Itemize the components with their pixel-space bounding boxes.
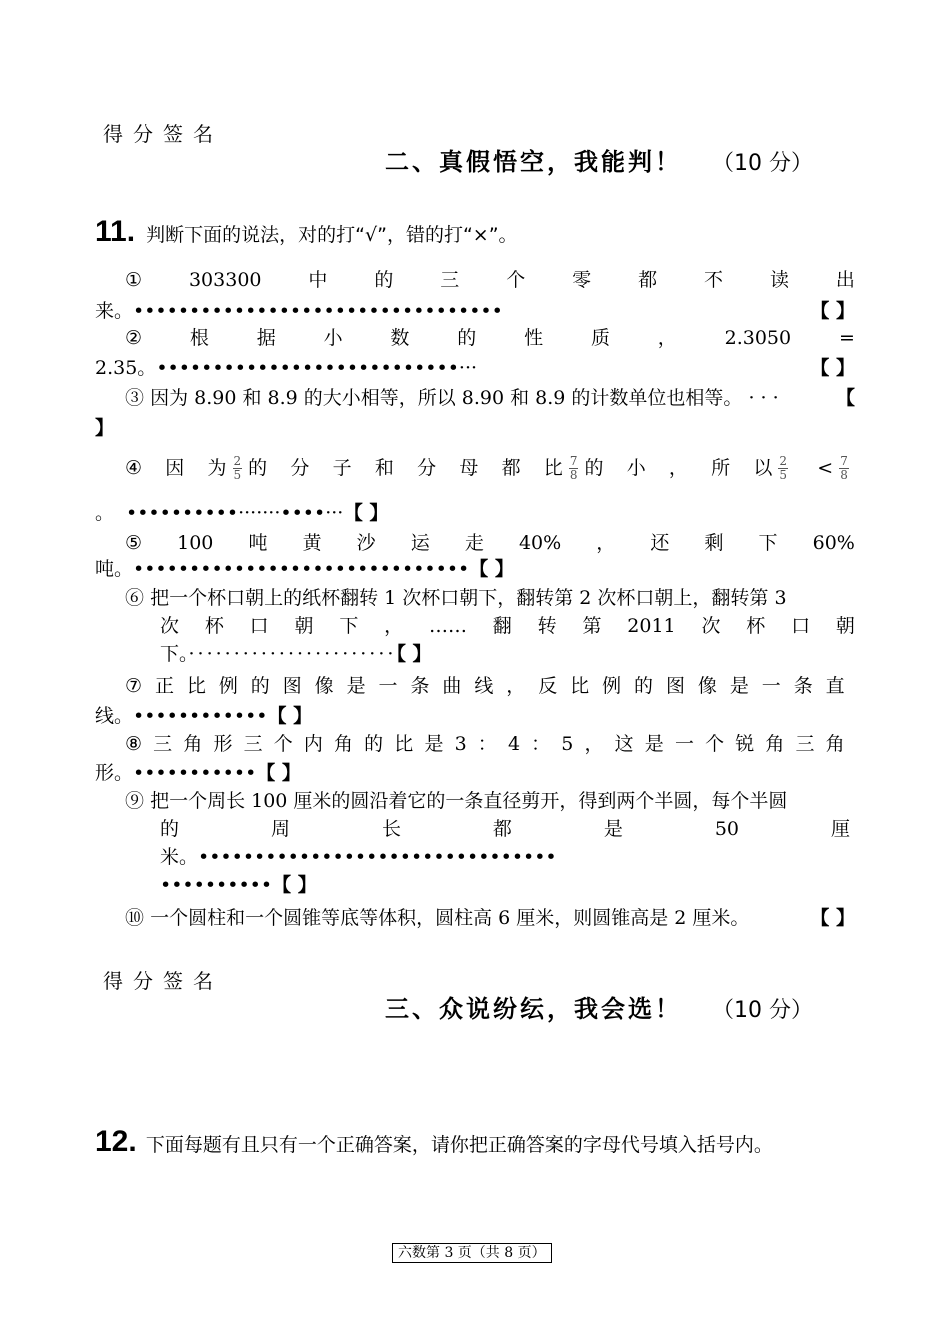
word: 的 (634, 675, 654, 697)
item-8-line-2 (95, 759, 301, 788)
item-text: 形。 (95, 762, 134, 784)
word: 中 (308, 269, 328, 291)
word: 锐 (735, 733, 755, 755)
item-text: 米。 (160, 846, 199, 868)
section-3-title (385, 989, 813, 1024)
answer-bracket[interactable]: 【 】 (256, 762, 301, 784)
word: 沙 (356, 532, 376, 554)
item-1-line-1 (125, 266, 855, 295)
word: 是 (424, 733, 444, 755)
item-text: 把一个杯口朝上的纸杯翻转 1 次杯口朝下，翻转第 2 次杯口朝上，翻转第 3 (150, 587, 787, 609)
item-marker: ⑨ (125, 790, 145, 812)
word: 所 (711, 456, 731, 479)
answer-bracket[interactable]: 【 】 (396, 643, 432, 665)
word: 据 (256, 327, 276, 349)
word: 角 (825, 733, 845, 755)
word: 出 (835, 269, 855, 291)
word: 读 (769, 269, 789, 291)
item-6-line-1 (125, 584, 787, 613)
word: 图 (665, 675, 685, 697)
item-text: 因为 8.90 和 8.9 的大小相等，所以 8.90 和 8.9 的计数单位也相等。 · · · (150, 387, 779, 409)
word: 例 (602, 675, 622, 697)
word: 杯 (746, 615, 766, 637)
word: 根 (189, 327, 209, 349)
word: 子 (332, 456, 352, 479)
score-signature-label: 得分签名 (103, 122, 223, 146)
word: ， (506, 675, 526, 697)
word: 比 (570, 675, 590, 697)
word: 2011 (627, 615, 676, 637)
dot-leaders: •••••••••••••••••••••••••••••• (133, 558, 470, 580)
word: 个 (506, 269, 526, 291)
word: 质 (590, 327, 610, 349)
fraction-numerator: 7 (840, 454, 848, 468)
dot-leaders: ••••••••••• (133, 762, 257, 784)
dot-leaders: •••••••••••• (133, 705, 268, 727)
word: 不 (704, 269, 724, 291)
word: 的 (364, 733, 384, 755)
item-text: 线。 (95, 705, 134, 727)
word: ， (584, 733, 604, 755)
word: 下 (339, 615, 359, 637)
question-12-header (95, 1125, 773, 1159)
word: 比 (186, 675, 206, 697)
item-marker: ④ (125, 456, 143, 479)
word: 303300 (188, 269, 262, 291)
dot-leaders: •••••••••• (160, 874, 273, 896)
word: 分 (417, 456, 437, 479)
word: 口 (249, 615, 269, 637)
item-4-line-2 (95, 499, 388, 528)
word: 条 (410, 675, 430, 697)
item-text: 一个圆柱和一个圆锥等底等体积，圆柱高 6 厘米，则圆锥高是 2 厘米。 (150, 907, 750, 929)
answer-bracket[interactable]: 【 】 (272, 874, 317, 896)
item-marker: ⑤ (125, 532, 143, 554)
fraction-two-fifths (778, 455, 788, 482)
word: 黄 (302, 532, 322, 554)
word: 为 (207, 456, 227, 479)
question-number: 11 (95, 215, 127, 248)
item-8-line-1 (125, 730, 845, 759)
word: 是 (644, 733, 664, 755)
word: 吨 (248, 532, 268, 554)
answer-bracket[interactable]: 【 】 (810, 357, 855, 379)
question-11-header (95, 215, 518, 249)
word: 翻 (492, 615, 512, 637)
item-text: 把一个周长 100 厘米的圆沿着它的一条直径剪开，得到两个半圆，每个半圆 (150, 790, 788, 812)
less-than-sign: < (817, 456, 834, 479)
word: 50 (714, 818, 740, 840)
dot-leaders: •••••••••••••••••••••••••••··· (156, 357, 478, 379)
item-text: 2.35。 (95, 357, 157, 379)
answer-bracket-open[interactable]: 【 (835, 387, 855, 409)
word: 次 (701, 615, 721, 637)
word: 的 (457, 327, 477, 349)
word: ： (477, 733, 497, 755)
word: 正 (154, 675, 174, 697)
question-number-dot: . (128, 1125, 137, 1158)
word: 三 (440, 269, 460, 291)
word: 比 (543, 456, 563, 479)
word: 图 (282, 675, 302, 697)
word: 这 (614, 733, 634, 755)
word: 零 (572, 269, 592, 291)
word: 直 (825, 675, 845, 697)
word: 条 (793, 675, 813, 697)
word: 是 (729, 675, 749, 697)
item-text: 来。 (95, 300, 134, 322)
dot-leaders: ······················· (188, 643, 397, 665)
word: 朝 (294, 615, 314, 637)
word: 第 (582, 615, 602, 637)
dot-leaders: ••••••••••••••••••••••••••••••••• (133, 300, 503, 322)
word: 100 (177, 532, 214, 554)
word: 都 (501, 456, 521, 479)
item-9-line-3 (160, 843, 557, 872)
word: 60% (812, 532, 855, 554)
word: 三 (153, 733, 173, 755)
item-marker: ⑦ (125, 675, 143, 697)
word: 因 (165, 456, 185, 479)
word: 个 (273, 733, 293, 755)
answer-bracket[interactable]: 【 】 (469, 558, 514, 580)
word: ， (668, 456, 688, 479)
word: 一 (674, 733, 694, 755)
fraction-seven-eighths (569, 455, 579, 482)
fraction-denominator: 5 (779, 468, 788, 482)
question-prompt: 下面每题有且只有一个正确答案，请你把正确答案的字母代号填入括号内。 (145, 1134, 773, 1156)
word: 数 (390, 327, 410, 349)
item-5-line-2 (95, 555, 514, 584)
word: 2.3050 (724, 327, 792, 349)
word: 三 (243, 733, 263, 755)
word: 线 (474, 675, 494, 697)
word: 都 (638, 269, 658, 291)
word: 像 (314, 675, 334, 697)
answer-bracket[interactable]: 【 】 (810, 300, 855, 322)
word: 角 (765, 733, 785, 755)
word: 的 (160, 818, 180, 840)
dot-leaders: ••••••••••·······••••··· (126, 502, 344, 524)
word: 比 (394, 733, 414, 755)
item-marker: ⑩ (125, 907, 145, 929)
word: 小 (323, 327, 343, 349)
word: …… (428, 615, 467, 637)
item-marker: ③ (125, 387, 145, 409)
word: 一 (761, 675, 781, 697)
word: 4 (507, 733, 521, 755)
question-prompt: 判断下面的说法，对的打“√”，错的打“×”。 (146, 224, 518, 246)
word: 的 (584, 456, 604, 479)
fraction-denominator: 8 (840, 468, 848, 482)
item-text: 。 (95, 502, 115, 524)
word: 个 (705, 733, 725, 755)
fraction-numerator: 2 (233, 454, 242, 468)
word: 厘 (830, 818, 850, 840)
section-3-title-text: 三、众说纷纭，我会选！ (385, 995, 682, 1023)
word: 性 (524, 327, 544, 349)
word: 转 (537, 615, 557, 637)
word: 长 (381, 818, 401, 840)
question-number: 12 (95, 1125, 129, 1158)
item-2-line-1 (125, 324, 855, 353)
word: 角 (183, 733, 203, 755)
word: 5 (561, 733, 574, 755)
word: ： (531, 733, 551, 755)
section-2-title (385, 142, 813, 177)
fraction-two-fifths (233, 455, 243, 482)
item-9-line-1 (125, 787, 787, 816)
word: 还 (650, 532, 670, 554)
item-marker: ⑧ (125, 733, 143, 755)
question-number-dot: . (126, 215, 136, 248)
answer-bracket[interactable]: 【 】 (810, 907, 855, 929)
section-2-title-text: 二、真假悟空，我能判！ (385, 148, 682, 176)
word: 以 (753, 456, 773, 479)
word: 小 (626, 456, 646, 479)
item-7-line-1 (125, 672, 845, 701)
word: 母 (459, 456, 479, 479)
word: 的 (374, 269, 394, 291)
fraction-denominator: 8 (569, 468, 578, 482)
word: ， (596, 532, 616, 554)
word: 下 (758, 532, 778, 554)
answer-bracket-close[interactable]: 】 (95, 417, 115, 439)
item-9-line-4 (160, 871, 317, 900)
fraction-numerator: 2 (779, 454, 788, 468)
item-7-line-2 (95, 702, 312, 731)
word: 3 (454, 733, 467, 755)
word: 剩 (704, 532, 724, 554)
word: 都 (492, 818, 512, 840)
answer-bracket[interactable]: 【 】 (353, 502, 389, 524)
section-2-points: （10 分） (712, 151, 813, 176)
word: 反 (538, 675, 558, 697)
word: 运 (410, 532, 430, 554)
word: 40% (518, 532, 562, 554)
section-3-points: （10 分） (712, 998, 813, 1023)
item-3-line-1 (125, 384, 855, 413)
word: 次 (160, 615, 180, 637)
word: 是 (603, 818, 623, 840)
item-1-line-2 (95, 297, 855, 326)
item-text: 吨。 (95, 558, 134, 580)
answer-bracket[interactable]: 【 】 (267, 705, 313, 727)
fraction-seven-eighths (839, 455, 849, 482)
item-marker: ⑥ (125, 587, 145, 609)
word: 杯 (204, 615, 224, 637)
item-4-line-1 (125, 448, 855, 488)
item-10-line-1 (125, 904, 855, 933)
word: 的 (250, 675, 270, 697)
page-footer: 六数第 3 页（共 8 页） (392, 1243, 552, 1263)
item-text: 下。 (160, 643, 189, 665)
dot-leaders: •••••••••••••••••••••••••••••••• (198, 846, 557, 868)
word: = (838, 327, 855, 349)
word: 一 (378, 675, 398, 697)
fraction-denominator: 5 (233, 468, 242, 482)
word: 曲 (442, 675, 462, 697)
word: 走 (464, 532, 484, 554)
word: 三 (795, 733, 815, 755)
word: ， (657, 327, 677, 349)
item-6-line-3 (160, 640, 432, 669)
word: ， (384, 615, 404, 637)
word: 朝 (835, 615, 855, 637)
word: 周 (270, 818, 290, 840)
word: 是 (346, 675, 366, 697)
word: 分 (290, 456, 310, 479)
item-2-line-2 (95, 354, 855, 383)
word: 和 (374, 456, 394, 479)
word: 角 (334, 733, 354, 755)
item-9-line-2 (160, 815, 850, 844)
item-3-line-2 (95, 414, 114, 443)
word: 像 (697, 675, 717, 697)
word: 的 (248, 456, 268, 479)
item-marker: ① (125, 269, 143, 291)
score-signature-label: 得分签名 (103, 969, 223, 993)
word: 口 (791, 615, 811, 637)
word: 形 (213, 733, 233, 755)
fraction-numerator: 7 (569, 454, 578, 468)
word: 例 (218, 675, 238, 697)
item-marker: ② (125, 327, 143, 349)
word: 内 (303, 733, 323, 755)
item-6-line-2 (160, 612, 855, 641)
item-5-line-1 (125, 529, 855, 558)
